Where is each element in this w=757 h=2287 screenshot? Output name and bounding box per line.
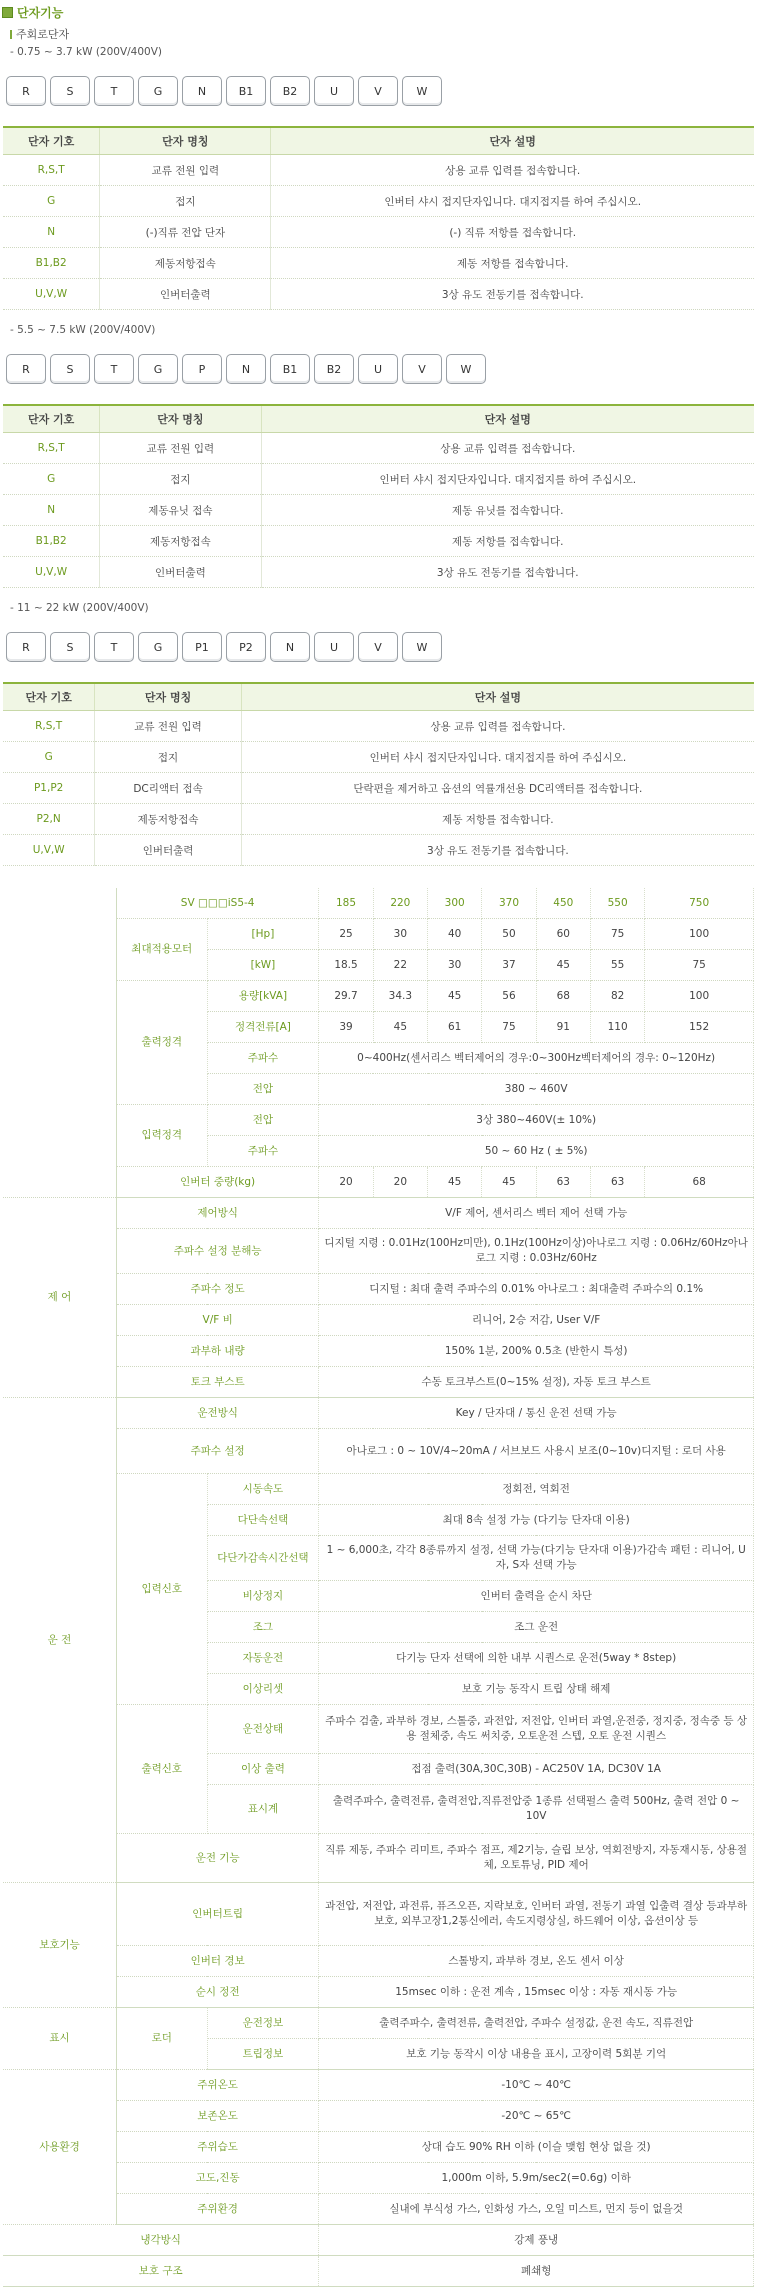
- column-header: 단자 명칭: [100, 127, 271, 155]
- table-cell: 82: [590, 981, 644, 1012]
- row-label: 출력신호: [116, 1705, 207, 1834]
- model-number: 370: [482, 888, 536, 919]
- table-cell: 인버터출력: [100, 279, 271, 310]
- table-cell: 152: [645, 1012, 754, 1043]
- table-row: [3, 495, 754, 526]
- table-cell: 인버터 출력을 순시 차단: [319, 1581, 754, 1612]
- table-cell: 단락편을 제거하고 옵션의 역률개선용 DC리액터를 접속합니다.: [241, 773, 754, 804]
- table-cell: U,V,W: [3, 835, 95, 866]
- table-cell: 39: [319, 1012, 373, 1043]
- spec-table: [3, 888, 754, 2287]
- table-cell: 다기능 단자 선택에 의한 내부 시퀀스로 운전(5way * 8step): [319, 1643, 754, 1674]
- terminal-groups: [0, 46, 757, 866]
- table-cell: 45: [428, 981, 482, 1012]
- row-label: 다단속선택: [207, 1505, 319, 1536]
- table-row: [3, 1705, 754, 1754]
- terminal-chip: U: [358, 354, 398, 384]
- table-cell: 교류 전원 입력: [100, 433, 261, 464]
- table-cell: 34.3: [373, 981, 427, 1012]
- table-cell: 최대 8속 설정 가능 (다기능 단자대 이용): [319, 1505, 754, 1536]
- row-label: 운전상태: [207, 1705, 319, 1754]
- table-cell: R,S,T: [3, 433, 100, 464]
- row-label: [kW]: [207, 950, 319, 981]
- row-label: 인버터 중량(kg): [116, 1167, 318, 1198]
- table-cell: 25: [319, 919, 373, 950]
- terminal-table: [3, 126, 754, 310]
- spec-gap: [0, 866, 757, 888]
- capacity-range: - 11 ~ 22 kW (200V/400V): [10, 602, 149, 614]
- terminal-chip: B1: [270, 354, 310, 384]
- table-cell: 18.5: [319, 950, 373, 981]
- table-cell: 접지: [95, 742, 241, 773]
- row-label: 운전 기능: [116, 1834, 318, 1883]
- table-cell: 91: [536, 1012, 590, 1043]
- table-row: [3, 1198, 754, 1229]
- model-number: 750: [645, 888, 754, 919]
- table-cell: 3상 유도 전동기를 접속합니다.: [241, 835, 754, 866]
- table-cell: 75: [645, 950, 754, 981]
- row-label: 운전정보: [207, 2008, 319, 2039]
- row-label: 주위온도: [116, 2070, 318, 2101]
- table-cell: 45: [482, 1167, 536, 1198]
- table-row: [3, 433, 754, 464]
- row-label: 로더: [116, 2008, 207, 2070]
- table-cell: Key / 단자대 / 통신 운전 선택 가능: [319, 1398, 754, 1429]
- terminal-chip: G: [138, 76, 178, 106]
- terminal-chip: S: [50, 76, 90, 106]
- column-header: 단자 설명: [241, 683, 754, 711]
- table-cell: 60: [536, 919, 590, 950]
- table-cell: 디지털 : 최대 출력 주파수의 0.01% 아나로그 : 최대출력 주파수의 0.1%: [319, 1274, 754, 1305]
- terminal-chip: G: [138, 354, 178, 384]
- subsection-title: [0, 26, 757, 42]
- row-label: 전압: [207, 1105, 319, 1136]
- terminal-chip: B2: [270, 76, 310, 106]
- row-label: 과부하 내량: [116, 1336, 318, 1367]
- row-label: 인버터 경보: [116, 1946, 318, 1977]
- column-header: 단자 설명: [271, 127, 754, 155]
- table-cell: P2,N: [3, 804, 95, 835]
- table-header-row: [3, 127, 754, 155]
- terminal-chip: B2: [314, 354, 354, 384]
- table-row: [3, 186, 754, 217]
- table-cell: DC리액터 접속: [95, 773, 241, 804]
- table-cell: (-)직류 전압 단자: [100, 217, 271, 248]
- column-header: 단자 기호: [3, 127, 100, 155]
- column-header: 단자 명칭: [95, 683, 241, 711]
- terminal-chip: R: [6, 632, 46, 662]
- table-cell: 보호 기능 동작시 트립 상태 해제: [319, 1674, 754, 1705]
- table-cell: 인버터 샤시 접지단자입니다. 대지접지를 하여 주십시오.: [241, 742, 754, 773]
- row-label: 입력신호: [116, 1474, 207, 1705]
- table-cell: 15msec 이하 : 운전 계속 , 15msec 이상 : 자동 재시동 가능: [319, 1977, 754, 2008]
- table-cell: 40: [428, 919, 482, 950]
- row-label: 제어방식: [116, 1198, 318, 1229]
- row-label: 운전방식: [116, 1398, 318, 1429]
- terminal-chip: T: [94, 76, 134, 106]
- table-cell: 30: [428, 950, 482, 981]
- table-cell: 접지: [100, 186, 271, 217]
- table-cell: 75: [590, 919, 644, 950]
- table-cell: 인버터 샤시 접지단자입니다. 대지접지를 하여 주십시오.: [261, 464, 754, 495]
- table-cell: 아나로그 : 0 ~ 10V/4~20mA / 서브보드 사용시 보조(0~10v)디지털 : 로더 사용: [319, 1429, 754, 1474]
- table-cell: 과전압, 저전압, 과전류, 퓨즈오픈, 지락보호, 인버터 과열, 전동기 과열 입출력 결상 등과부하 보호, 외부고장1,2통신에러, 속도지령상실, 하드웨어 이상, 옵션이상 등: [319, 1883, 754, 1946]
- row-label: 이상 출력: [207, 1754, 319, 1785]
- bar-icon: [10, 30, 12, 39]
- table-cell: 제동유닛 접속: [100, 495, 261, 526]
- table-cell: 주파수 검출, 과부하 경보, 스톨중, 과전압, 저전압, 인버터 과열,운전중, 정지중, 정속중 등 상용 절체중, 속도 써치중, 오토운전 스텝, 오토 운전 시퀀스: [319, 1705, 754, 1754]
- bullet-icon: [2, 7, 13, 18]
- subsection-title-text: 주회로단자: [16, 28, 70, 41]
- terminal-chip: R: [6, 354, 46, 384]
- table-cell: (-) 직류 저항를 접속합니다.: [271, 217, 754, 248]
- table-cell: G: [3, 186, 100, 217]
- table-cell: 63: [536, 1167, 590, 1198]
- table-header-row: [3, 405, 754, 433]
- table-cell: 37: [482, 950, 536, 981]
- table-cell: 61: [428, 1012, 482, 1043]
- terminal-group: [0, 324, 757, 588]
- row-label: 입력정격: [116, 1105, 207, 1167]
- terminal-chip: S: [50, 632, 90, 662]
- section-title: [0, 2, 757, 22]
- table-cell: 22: [373, 950, 427, 981]
- table-cell: 380 ~ 460V: [319, 1074, 754, 1105]
- row-label: 용량[kVA]: [207, 981, 319, 1012]
- terminal-chip: U: [314, 632, 354, 662]
- table-cell: 3상 유도 전동기를 접속합니다.: [271, 279, 754, 310]
- table-header-row: [3, 683, 754, 711]
- table-cell: P1,P2: [3, 773, 95, 804]
- terminal-chip: B1: [226, 76, 266, 106]
- row-label: 보존온도: [116, 2101, 318, 2132]
- table-row: [3, 1474, 754, 1505]
- terminal-table: [3, 404, 754, 588]
- table-cell: 68: [536, 981, 590, 1012]
- capacity-range: - 0.75 ~ 3.7 kW (200V/400V): [10, 46, 162, 58]
- table-row: [3, 888, 754, 919]
- table-row: [3, 1167, 754, 1198]
- terminal-chip: P: [182, 354, 222, 384]
- table-row: [3, 1367, 754, 1398]
- row-label: 토크 부스트: [116, 1367, 318, 1398]
- table-row: [3, 1336, 754, 1367]
- row-label: 고도,진동: [116, 2163, 318, 2194]
- table-cell: 100: [645, 919, 754, 950]
- column-header: 단자 기호: [3, 405, 100, 433]
- terminal-strip: [0, 354, 757, 384]
- model-number: 550: [590, 888, 644, 919]
- row-label: V/F 비: [116, 1305, 318, 1336]
- section-label: 제 어: [3, 1198, 116, 1398]
- table-row: [3, 835, 754, 866]
- terminal-group: [0, 46, 757, 310]
- table-cell: 인버터 샤시 접지단자입니다. 대지접지를 하여 주십시오.: [271, 186, 754, 217]
- table-cell: 29.7: [319, 981, 373, 1012]
- table-cell: 0~400Hz(센서리스 벡터제어의 경우:0~300Hz벡터제어의 경우: 0~120Hz): [319, 1043, 754, 1074]
- table-cell: 3상 유도 전동기를 접속합니다.: [261, 557, 754, 588]
- table-cell: 인버터출력: [100, 557, 261, 588]
- table-cell: 45: [428, 1167, 482, 1198]
- terminal-chip: V: [358, 632, 398, 662]
- table-cell: 1,000m 이하, 5.9m/sec2(=0.6g) 이하: [319, 2163, 754, 2194]
- row-label: 순시 정전: [116, 1977, 318, 2008]
- terminal-group: [0, 602, 757, 866]
- table-cell: V/F 제어, 센서리스 벡터 제어 선택 가능: [319, 1198, 754, 1229]
- table-row: [3, 279, 754, 310]
- table-cell: N: [3, 217, 100, 248]
- row-label: 주위습도: [116, 2132, 318, 2163]
- table-row: [3, 1398, 754, 1429]
- table-cell: 상용 교류 입력를 접속합니다.: [271, 155, 754, 186]
- terminal-chip: N: [270, 632, 310, 662]
- model-number: 185: [319, 888, 373, 919]
- terminal-chip: V: [402, 354, 442, 384]
- model-label: SV □□□iS5-4: [116, 888, 318, 919]
- table-cell: G: [3, 464, 100, 495]
- table-cell: 제동저항접속: [95, 804, 241, 835]
- terminal-chip: W: [402, 76, 442, 106]
- table-row: [3, 2225, 754, 2256]
- terminal-function-page: [0, 2, 757, 2287]
- column-header: 단자 명칭: [100, 405, 261, 433]
- table-cell: 100: [645, 981, 754, 1012]
- terminal-chip: G: [138, 632, 178, 662]
- table-row: [3, 557, 754, 588]
- column-header: 단자 설명: [261, 405, 754, 433]
- row-label: 주위환경: [116, 2194, 318, 2225]
- table-row: [3, 2008, 754, 2039]
- row-label: 주파수 설정: [116, 1429, 318, 1474]
- row-label: 이상리셋: [207, 1674, 319, 1705]
- table-cell: 교류 전원 입력: [95, 711, 241, 742]
- row-label: 출력정격: [116, 981, 207, 1105]
- section-label: 보호기능: [3, 1883, 116, 2008]
- table-cell: 폐쇄형: [319, 2256, 754, 2287]
- table-cell: 30: [373, 919, 427, 950]
- table-cell: -20℃ ~ 65℃: [319, 2101, 754, 2132]
- table-cell: 강제 풍냉: [319, 2225, 754, 2256]
- row-label: 비상정지: [207, 1581, 319, 1612]
- table-cell: R,S,T: [3, 711, 95, 742]
- row-label: 보호 구조: [3, 2256, 319, 2287]
- table-row: [3, 2163, 754, 2194]
- table-cell: 직류 제동, 주파수 리미트, 주파수 점프, 제2기능, 슬립 보상, 역회전방지, 자동재시동, 상용절체, 오토튜닝, PID 제어: [319, 1834, 754, 1883]
- table-row: [3, 2194, 754, 2225]
- table-cell: 63: [590, 1167, 644, 1198]
- table-cell: 정회전, 역회전: [319, 1474, 754, 1505]
- terminal-chip: N: [182, 76, 222, 106]
- section-label: [3, 888, 116, 1198]
- table-row: [3, 1883, 754, 1946]
- terminal-chip: V: [358, 76, 398, 106]
- terminal-strip: [0, 632, 757, 662]
- terminal-chip: T: [94, 632, 134, 662]
- table-row: [3, 464, 754, 495]
- terminal-chip: W: [402, 632, 442, 662]
- table-row: [3, 526, 754, 557]
- row-label: [Hp]: [207, 919, 319, 950]
- table-row: [3, 2101, 754, 2132]
- table-cell: 3상 380~460V(± 10%): [319, 1105, 754, 1136]
- model-number: 220: [373, 888, 427, 919]
- row-label: 다단가감속시간선택: [207, 1536, 319, 1581]
- model-number: 450: [536, 888, 590, 919]
- table-cell: B1,B2: [3, 526, 100, 557]
- table-cell: 제동 유닛를 접속합니다.: [261, 495, 754, 526]
- table-cell: 출력주파수, 출력전류, 출력전압, 주파수 설정값, 운전 속도, 직류전압: [319, 2008, 754, 2039]
- table-row: [3, 155, 754, 186]
- terminal-chip: W: [446, 354, 486, 384]
- table-cell: 50 ~ 60 Hz ( ± 5%): [319, 1136, 754, 1167]
- table-row: [3, 1305, 754, 1336]
- row-label: 표시계: [207, 1785, 319, 1834]
- column-header: 단자 기호: [3, 683, 95, 711]
- table-cell: -10℃ ~ 40℃: [319, 2070, 754, 2101]
- table-cell: 제동 저항를 접속합니다.: [271, 248, 754, 279]
- table-row: [3, 217, 754, 248]
- row-label: 최대적용모터: [116, 919, 207, 981]
- table-cell: 실내에 부식성 가스, 인화성 가스, 오일 미스트, 먼지 등이 없을것: [319, 2194, 754, 2225]
- table-row: [3, 248, 754, 279]
- table-cell: 제동저항접속: [100, 248, 271, 279]
- table-cell: 56: [482, 981, 536, 1012]
- row-label: 트립정보: [207, 2039, 319, 2070]
- table-row: [3, 742, 754, 773]
- table-cell: 스톨방지, 과부하 경보, 온도 센서 이상: [319, 1946, 754, 1977]
- table-row: [3, 711, 754, 742]
- row-label: 주파수: [207, 1136, 319, 1167]
- table-cell: 110: [590, 1012, 644, 1043]
- table-cell: U,V,W: [3, 557, 100, 588]
- table-cell: 디지털 지령 : 0.01Hz(100Hz미만), 0.1Hz(100Hz이상)아나로그 지령 : 0.06Hz/60Hz아나로그 지령 : 0.03Hz/60Hz: [319, 1229, 754, 1274]
- terminal-table: [3, 682, 754, 866]
- row-label: 인버터트립: [116, 1883, 318, 1946]
- table-row: [3, 2070, 754, 2101]
- table-cell: G: [3, 742, 95, 773]
- table-cell: R,S,T: [3, 155, 100, 186]
- table-row: [3, 1834, 754, 1883]
- table-cell: 보호 기능 동작시 이상 내용을 표시, 고장이력 5회분 기억: [319, 2039, 754, 2070]
- table-cell: U,V,W: [3, 279, 100, 310]
- table-cell: 상용 교류 입력를 접속합니다.: [241, 711, 754, 742]
- section-title-text: 단자기능: [17, 5, 64, 20]
- table-cell: 접점 출력(30A,30C,30B) - AC250V 1A, DC30V 1A: [319, 1754, 754, 1785]
- table-cell: B1,B2: [3, 248, 100, 279]
- table-cell: 20: [319, 1167, 373, 1198]
- row-label: 주파수 정도: [116, 1274, 318, 1305]
- model-number: 300: [428, 888, 482, 919]
- terminal-chip: P2: [226, 632, 266, 662]
- section-label: 사용환경: [3, 2070, 116, 2225]
- table-row: [3, 804, 754, 835]
- row-label: 시동속도: [207, 1474, 319, 1505]
- table-row: [3, 981, 754, 1012]
- row-label: 자동운전: [207, 1643, 319, 1674]
- terminal-chip: U: [314, 76, 354, 106]
- table-cell: 조그 운전: [319, 1612, 754, 1643]
- row-label: 주파수 설정 분해능: [116, 1229, 318, 1274]
- table-row: [3, 2256, 754, 2287]
- table-cell: 교류 전원 입력: [100, 155, 271, 186]
- table-cell: 리니어, 2승 저감, User V/F: [319, 1305, 754, 1336]
- table-cell: 제동 저항를 접속합니다.: [241, 804, 754, 835]
- section-label: 표시: [3, 2008, 116, 2070]
- table-row: [3, 1229, 754, 1274]
- table-cell: 접지: [100, 464, 261, 495]
- row-label: 정격전류[A]: [207, 1012, 319, 1043]
- table-cell: 1 ~ 6,000초, 각각 8종류까지 설정, 선택 가능(다기능 단자대 이용)가감속 패턴 : 리니어, U자, S자 선택 가능: [319, 1536, 754, 1581]
- table-cell: 150% 1분, 200% 0.5초 (반한시 특성): [319, 1336, 754, 1367]
- capacity-range: - 5.5 ~ 7.5 kW (200V/400V): [10, 324, 156, 336]
- table-cell: 20: [373, 1167, 427, 1198]
- table-cell: 제동저항접속: [100, 526, 261, 557]
- table-cell: 제동 저항를 접속합니다.: [261, 526, 754, 557]
- table-cell: 인버터출력: [95, 835, 241, 866]
- row-label: 전압: [207, 1074, 319, 1105]
- table-row: [3, 1946, 754, 1977]
- table-cell: 상용 교류 입력를 접속합니다.: [261, 433, 754, 464]
- terminal-chip: T: [94, 354, 134, 384]
- table-row: [3, 1274, 754, 1305]
- table-cell: 45: [536, 950, 590, 981]
- table-row: [3, 773, 754, 804]
- table-row: [3, 1429, 754, 1474]
- table-cell: 수동 토크부스트(0~15% 설정), 자동 토크 부스트: [319, 1367, 754, 1398]
- row-label: 주파수: [207, 1043, 319, 1074]
- table-row: [3, 1105, 754, 1136]
- terminal-chip: R: [6, 76, 46, 106]
- table-row: [3, 919, 754, 950]
- terminal-strip: [0, 76, 757, 106]
- table-cell: 45: [373, 1012, 427, 1043]
- table-cell: 상대 습도 90% RH 이하 (이슬 맺힘 현상 없을 것): [319, 2132, 754, 2163]
- table-cell: 55: [590, 950, 644, 981]
- table-cell: 75: [482, 1012, 536, 1043]
- row-label: 조그: [207, 1612, 319, 1643]
- table-cell: 50: [482, 919, 536, 950]
- table-cell: N: [3, 495, 100, 526]
- row-label: 냉각방식: [3, 2225, 319, 2256]
- table-cell: 68: [645, 1167, 754, 1198]
- terminal-chip: S: [50, 354, 90, 384]
- table-row: [3, 2132, 754, 2163]
- section-label: 운 전: [3, 1398, 116, 1883]
- table-row: [3, 1977, 754, 2008]
- terminal-chip: P1: [182, 632, 222, 662]
- table-cell: 출력주파수, 출력전류, 출력전압,직류전압중 1종류 선택펄스 출력 500Hz, 출력 전압 0 ~ 10V: [319, 1785, 754, 1834]
- terminal-chip: N: [226, 354, 266, 384]
